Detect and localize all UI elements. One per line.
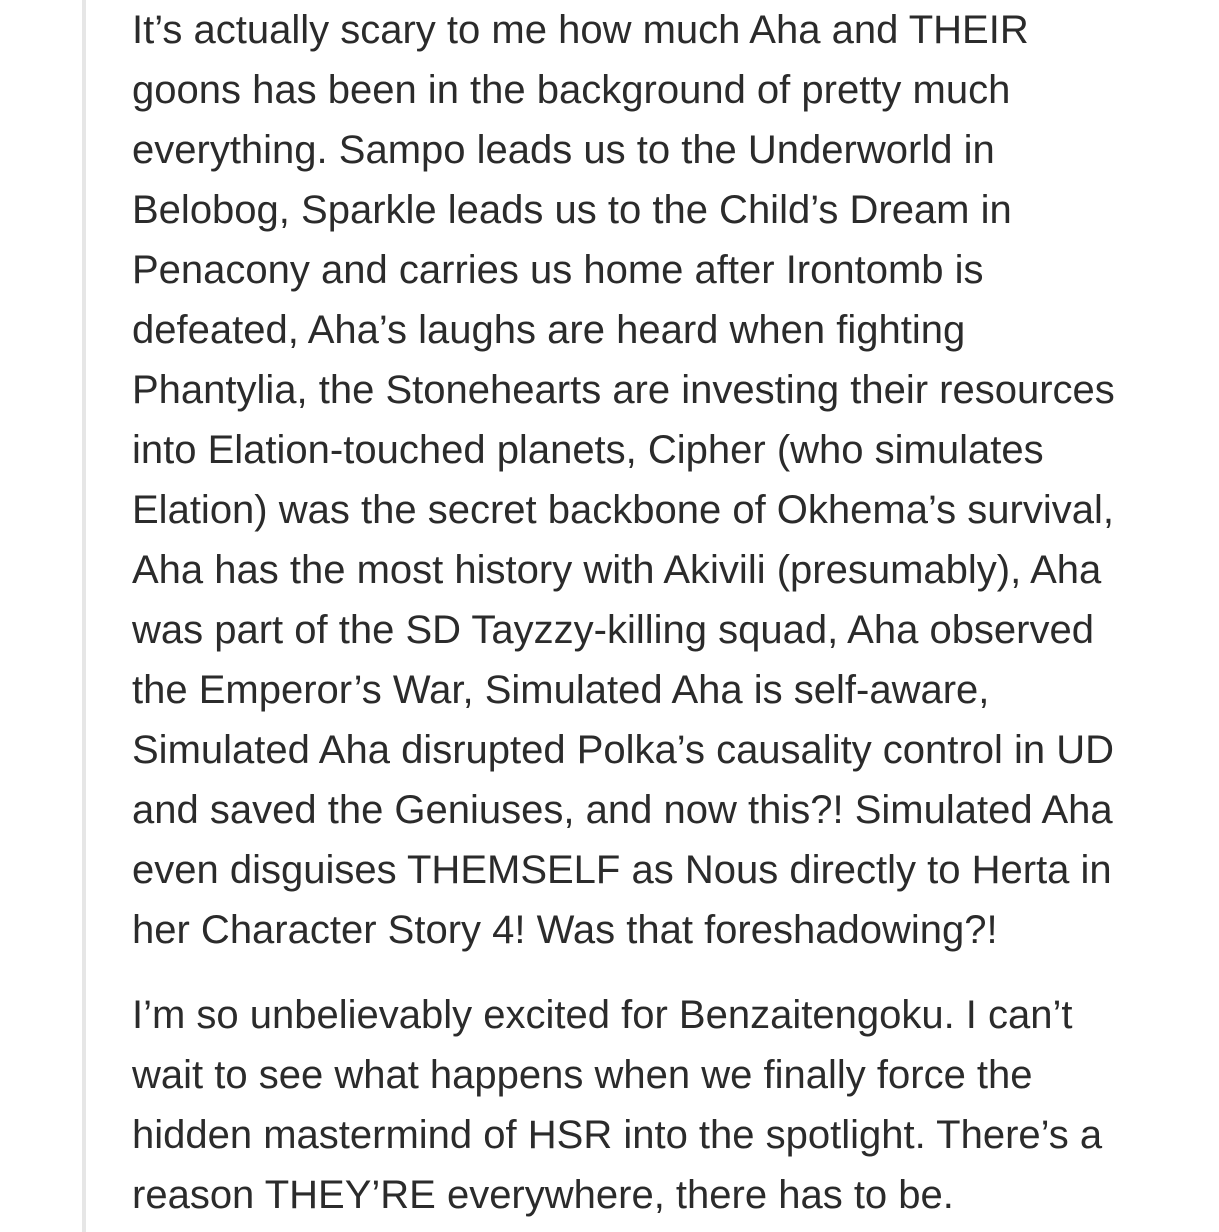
text-line: and saved the Geniuses, and now this?! Simulated Aha bbox=[132, 788, 1113, 832]
text-line: was part of the SD Tayzzy-killing squad, Aha observed bbox=[132, 608, 1094, 652]
text-line: defeated, Aha’s laughs are heard when fighting bbox=[132, 308, 966, 352]
text-line: even disguises THEMSELF as Nous directly to Herta in bbox=[132, 848, 1112, 892]
text-line: reason THEY’RE everywhere, there has to be. bbox=[132, 1173, 954, 1217]
text-line: It’s actually scary to me how much Aha and THEIR bbox=[132, 8, 1029, 52]
post-body bbox=[132, 0, 1172, 1225]
text-line: wait to see what happens when we finally force the bbox=[132, 1053, 1033, 1097]
text-line: goons has been in the background of pretty much bbox=[132, 68, 1011, 112]
text-line: I’m so unbelievably excited for Benzaitengoku. I can’t bbox=[132, 993, 1073, 1037]
text-line: the Emperor’s War, Simulated Aha is self-aware, bbox=[132, 668, 990, 712]
text-line: into Elation-touched planets, Cipher (who simulates bbox=[132, 428, 1044, 472]
paragraph-1 bbox=[132, 0, 1172, 960]
text-line: Elation) was the secret backbone of Okhema’s survival, bbox=[132, 488, 1114, 532]
text-line: Penacony and carries us home after Irontomb is bbox=[132, 248, 984, 292]
paragraph-2 bbox=[132, 985, 1172, 1225]
text-line: Belobog, Sparkle leads us to the Child’s Dream in bbox=[132, 188, 1012, 232]
text-line: everything. Sampo leads us to the Underworld in bbox=[132, 128, 995, 172]
text-line: hidden mastermind of HSR into the spotlight. There’s a bbox=[132, 1113, 1103, 1157]
text-line: her Character Story 4! Was that foreshadowing?! bbox=[132, 908, 998, 952]
text-line: Simulated Aha disrupted Polka’s causality control in UD bbox=[132, 728, 1114, 772]
text-line: Aha has the most history with Akivili (presumably), Aha bbox=[132, 548, 1102, 592]
quote-border bbox=[82, 0, 86, 1232]
text-line: Phantylia, the Stonehearts are investing their resources bbox=[132, 368, 1115, 412]
